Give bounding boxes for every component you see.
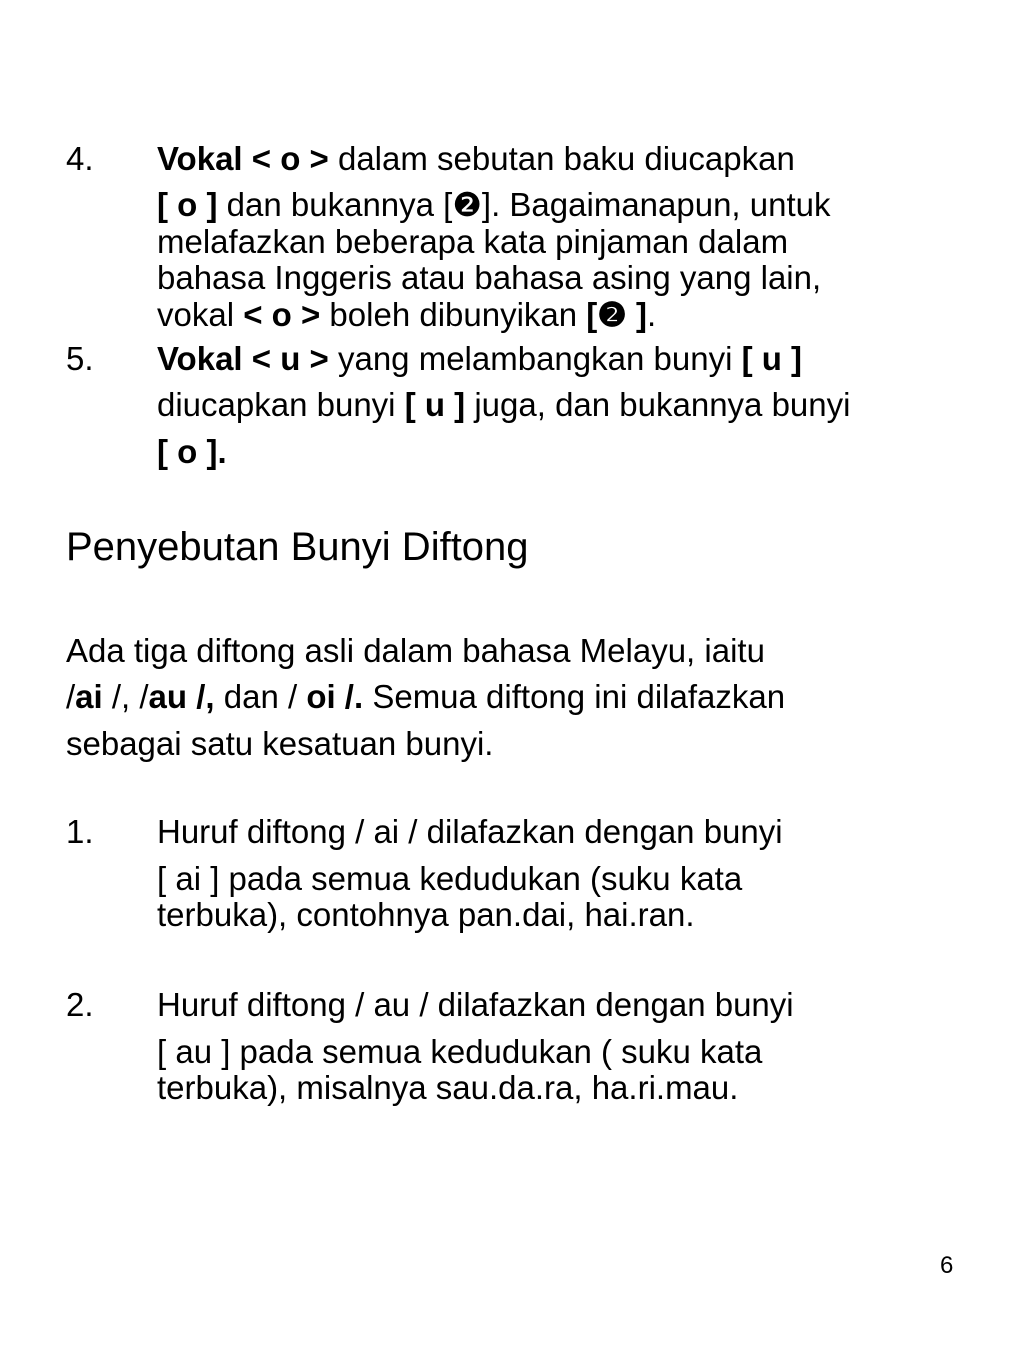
item-5-line-1 (157, 340, 802, 378)
text-run: terbuka), contohnya pan.dai, hai.ran. (157, 896, 695, 933)
text-run: Huruf diftong / au / dilafazkan dengan bunyi (157, 986, 794, 1023)
text-run: dan / (214, 678, 307, 715)
text-run: [ au ] pada semua kedudukan ( suku kata (157, 1033, 763, 1070)
text-run: bahasa Inggeris atau bahasa asing yang lain, (157, 259, 822, 296)
item-4-number: 4. (66, 140, 94, 177)
text-run: /, / (102, 678, 149, 715)
item-2-line-2 (157, 1033, 762, 1071)
item-1-number: 1. (66, 813, 94, 850)
text-run: dan bukannya [❷]. Bagaimanapun, untuk (217, 186, 831, 223)
text-run: Vokal < o > (157, 140, 329, 177)
item-2-number: 2. (66, 986, 94, 1023)
item-4-line-3 (157, 223, 788, 261)
item-4-line-1 (157, 140, 795, 178)
intro-line-2 (66, 678, 785, 716)
text-run: Ada tiga diftong asli dalam bahasa Melayu, iaitu (66, 632, 765, 669)
page-number: 6 (940, 1252, 954, 1279)
text-run: [ o ]. (157, 433, 227, 470)
text-run: [ u ] (404, 386, 466, 423)
item-2-line-3 (157, 1069, 738, 1107)
text-run: < o > (243, 296, 321, 333)
text-run: [ ai ] pada semua kedudukan (suku kata (157, 860, 743, 897)
text-run: Vokal < u > (157, 340, 329, 377)
text-run: vokal (157, 296, 244, 333)
intro-line-1 (66, 632, 765, 670)
section-heading: Penyebutan Bunyi Diftong (66, 525, 529, 569)
text-run: /. (335, 678, 364, 715)
item-1-line-1 (157, 813, 783, 851)
text-run: boleh dibunyikan (320, 296, 587, 333)
item-5-number: 5. (66, 340, 94, 377)
text-run: Semua diftong ini dilafazkan (363, 678, 786, 715)
text-run: Huruf diftong / ai / dilafazkan dengan bunyi (157, 813, 783, 850)
item-4-line-2 (157, 186, 831, 224)
text-run: diucapkan bunyi (157, 386, 405, 423)
text-run: dalam sebutan baku diucapkan (328, 140, 795, 177)
item-5-line-2 (157, 386, 850, 424)
text-run: [ u ] (741, 340, 803, 377)
text-run: melafazkan beberapa kata pinjaman dalam (157, 223, 789, 260)
text-run: sebagai satu kesatuan bunyi. (66, 725, 494, 762)
item-4-line-5 (157, 296, 656, 334)
intro-line-3 (66, 725, 493, 763)
text-run: / (66, 678, 76, 715)
text-run: terbuka), misalnya sau.da.ra, ha.ri.mau. (157, 1069, 739, 1106)
text-run: ai (75, 678, 103, 715)
text-run: . (647, 296, 657, 333)
text-run: juga, dan bukannya bunyi (465, 386, 851, 423)
text-run: [❷ ] (586, 296, 648, 333)
item-2-line-1 (157, 986, 794, 1024)
text-run: /, (187, 678, 215, 715)
text-run: [ o ] (157, 186, 218, 223)
item-4-line-4 (157, 259, 821, 297)
item-5-line-3 (157, 433, 227, 471)
text-run: yang melambangkan bunyi (328, 340, 742, 377)
item-1-line-2 (157, 860, 742, 898)
item-1-line-3 (157, 896, 695, 934)
text-run: au (148, 678, 188, 715)
text-run: oi (306, 678, 336, 715)
